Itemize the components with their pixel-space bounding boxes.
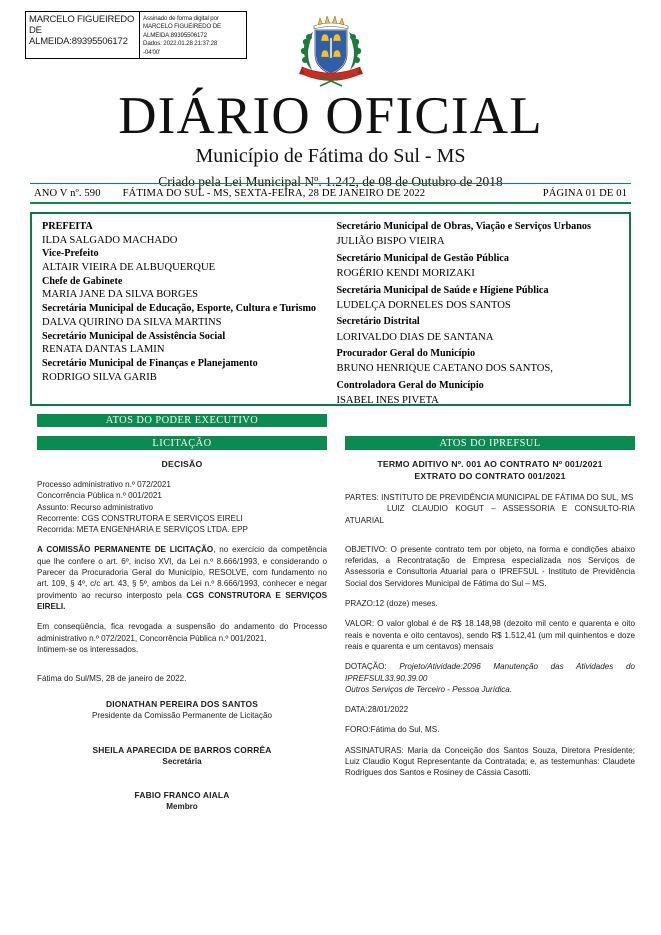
page-title: DIÁRIO OFICIAL (118, 87, 543, 145)
official-role: Controladora Geral do Município (336, 379, 484, 391)
official-role: Secretária Municipal de Saúde e Higiene Pública (336, 284, 549, 296)
section-bar-licitacao: LICITAÇÃO (37, 436, 327, 450)
officials-column-left (32, 220, 331, 404)
official-person: LORIVALDO DIAS DE SANTANA (336, 331, 494, 343)
decision-revocation-paragraph: Em conseqüência, fica revogada a suspensão do andamento do Processo administrativo n.º 072/2021, Concorrência Pública n.º 001/2021. (37, 622, 327, 643)
spacer (37, 767, 327, 789)
decision-body-lead: A COMISSÃO PERMANENTE DE LICITAÇÃO (37, 545, 214, 555)
signature-detail-line: MARCELO FIGUEIREDO DE (143, 23, 221, 31)
content-column-right (345, 458, 635, 788)
official-person: RODRIGO SILVA GARIB (42, 371, 157, 383)
signature-signer-name (26, 12, 139, 58)
official-role: Procurador Geral do Município (336, 348, 476, 360)
signature-detail-line: Assinado de forma digital por (143, 15, 219, 22)
official-person: ALTAIR VIEIRA DE ALBUQUERQUE (42, 261, 216, 273)
decision-info-block (37, 479, 327, 535)
signature-detail-line: Dados: 2022.01.28 21:37:28 (143, 40, 218, 48)
spacer (345, 535, 635, 544)
contract-heading-line1: TERMO ADITIVO Nº. 001 AO CONTRATO Nº 001/2021 (377, 459, 603, 469)
contract-partes-line2: LUIZ CLAUDIO KOGUT – ASSESSORIA E CONSULTO-RIA ATUARIAL (345, 504, 635, 525)
signature-name-line: MARCELO FIGUEIREDO (29, 14, 135, 25)
official-role: Secretário Municipal de Assistência Social (42, 330, 226, 342)
official-role: PREFEITA (42, 221, 93, 232)
spacer (37, 535, 327, 544)
contract-assinaturas: ASSINATURAS: Maria da Conceição dos Santos Souza, Diretora Presidente; Luiz Claudio Kogut Representante da Contratada; e, as testemunhas: Claudete Rodrigues dos Santos e Rosiney de Cássia Casotti. (345, 745, 635, 778)
decision-body-paragraph (37, 544, 327, 612)
decision-info-line: Processo administrativo n.º 072/2021 (37, 480, 171, 489)
issue-place-date: FÁTIMA DO SUL - MS, SEXTA-FEIRA, 28 DE JANEIRO DE 2022 (122, 187, 426, 199)
issue-number: ANO V nº. 590 (34, 187, 101, 199)
signer-name: SHEILA APARECIDA DE BARROS CORRÊA (92, 744, 272, 755)
signer-block (37, 698, 327, 722)
contract-dotacao-detail-2: Outros Serviços de Terceiro - Pessoa Jurídica. (345, 684, 513, 694)
contract-prazo: PRAZO:12 (doze) meses. (345, 599, 438, 609)
official-role: Secretária Municipal de Educação, Esporte, Cultura e Turismo (42, 303, 317, 315)
issue-info-band (30, 183, 631, 204)
officials-box (30, 212, 631, 406)
signature-detail-line: ALMEIDA:89395506172 (143, 31, 207, 39)
coat-of-arms-icon (296, 12, 366, 88)
signer-title: Membro (166, 802, 198, 812)
official-role: Secretário Municipal de Obras, Viação e Serviços Urbanos (336, 221, 591, 232)
official-person: RENATA DANTAS LAMIN (42, 344, 165, 356)
signature-name-line: ALMEIDA:89395506172 (29, 36, 128, 48)
contract-partes-line1: PARTES: INSTITUTO DE PREVIDÊNCIA MUNICIPAL DE FÁTIMA DO SUL, MS (345, 493, 634, 502)
masthead-law-reference: Criado pela Lei Municipal Nº. 1.242, de 08 de Outubro de 2018 (158, 174, 503, 189)
decision-body-mid: , no exercício da competência que lhe confere o art. 6º, inciso XVI, da Lei n.º 8.666/1993, e considerando o Parecer da Procuradoria Geral do Município, RESOLVE, com fundamento no art. 109, § 4º, c/c art. 43, § 5º, ambos da Lei n.º 8.666/1993, conhecer e negar provimento ao recurso interposto pela (37, 545, 327, 600)
decision-notice: Intimem-se os interessados. (37, 644, 139, 654)
contract-foro: FORO:Fátima do Sul, MS. (345, 725, 440, 735)
official-person: ISABEL INES PIVETA (336, 395, 439, 407)
decision-info-line: Concorrência Pública n.º 001/2021 (37, 491, 162, 501)
spacer (37, 664, 327, 673)
official-person: ROGÉRIO KENDI MORIZAKI (336, 268, 475, 279)
contract-heading-line2: EXTRATO DO CONTRATO 001/2021 (414, 471, 566, 481)
official-person: DALVA QUIRINO DA SILVA MARTINS (42, 316, 222, 328)
contract-data: DATA:28/01/2022 (345, 705, 409, 715)
digital-signature-stamp (25, 11, 247, 59)
official-role: Secretário Municipal de Gestão Pública (336, 252, 509, 264)
section-bar-atos-iprefsul: ATOS DO IPREFSUL (345, 436, 635, 450)
official-role: Vice-Prefeito (42, 248, 99, 260)
official-role: Secretário Distrital (336, 316, 420, 328)
decision-info-line: Recorrida: META ENGENHARIA E SERVIÇOS LTDA. EPP (37, 525, 248, 535)
signer-name: DIONATHAN PEREIRA DOS SANTOS (105, 699, 259, 710)
decision-place-date: Fátima do Sul/MS, 28 de janeiro de 2022. (37, 674, 187, 684)
contract-valor: VALOR: O valor global é de R$ 18.148,98 (dezoito mil cento e quarenta e oito reais e noventa e oito centavos), sendo R$ 1.512,41 (um mil quinhentos e doze reais e quarenta e um centavos) mensais (345, 619, 635, 651)
signer-title: Secretária (162, 756, 202, 766)
signer-block (37, 789, 327, 813)
spacer (37, 684, 327, 698)
contract-dotacao-detail: Projeto/Atividade:2096 Manutenção das Atividades do IPREFSUL33.90.39.00 (345, 662, 635, 683)
contract-objetivo: OBJETIVO: O presente contrato tem por objeto, na forma e condições abaixo referidas, a Recontratação de Empresa especializada nos Serviços de Assessoria e Consultoria Atuarial para o IPREFSUL - Instituto de Previdência Social dos Servidores Municipal de Fátima do Sul – MS. (345, 544, 635, 588)
signature-name-line: DE (29, 25, 42, 37)
official-person: BRUNO HENRIQUE CAETANO DOS SANTOS, (336, 363, 553, 375)
official-role: Chefe de Gabinete (42, 275, 123, 287)
decision-body-tail: CGS CONSTRUTORA E SERVIÇOS EIRELI. (37, 590, 327, 611)
spacer (37, 722, 327, 744)
decision-heading: DECISÃO (161, 459, 203, 469)
signer-name: FABIO FRANCO AIALA (134, 790, 230, 801)
content-column-left (37, 458, 327, 813)
signature-details (139, 12, 246, 58)
signer-title: Presidente da Comissão Permanente de Licitação (92, 711, 272, 721)
section-bar-atos-poder-executivo: ATOS DO PODER EXECUTIVO (37, 414, 327, 427)
official-person: LUDELÇA DORNELES DOS SANTOS (336, 299, 511, 311)
contract-dotacao-label: DOTAÇÃO: (345, 662, 400, 672)
decision-info-line: Assunto: Recurso administrativo (37, 502, 154, 512)
masthead-subtitle: Município de Fátima do Sul - MS (195, 145, 466, 167)
signer-block (37, 744, 327, 768)
official-person: JULIÃO BISPO VIEIRA (336, 236, 445, 248)
masthead (0, 88, 661, 192)
officials-column-right (331, 220, 630, 407)
official-role: Secretário Municipal de Finanças e Planejamento (42, 357, 258, 369)
official-person: ILDA SALGADO MACHADO (42, 234, 178, 246)
contract-dotacao (345, 661, 635, 684)
official-person: MARIA JANE DA SILVA BORGES (42, 289, 198, 301)
page-number: PÁGINA 01 DE 01 (542, 187, 627, 199)
decision-info-line: Recorrente: CGS CONSTRUTORA E SERVIÇOS EIRELI (37, 513, 243, 523)
signature-detail-line: -04'00' (143, 48, 161, 56)
